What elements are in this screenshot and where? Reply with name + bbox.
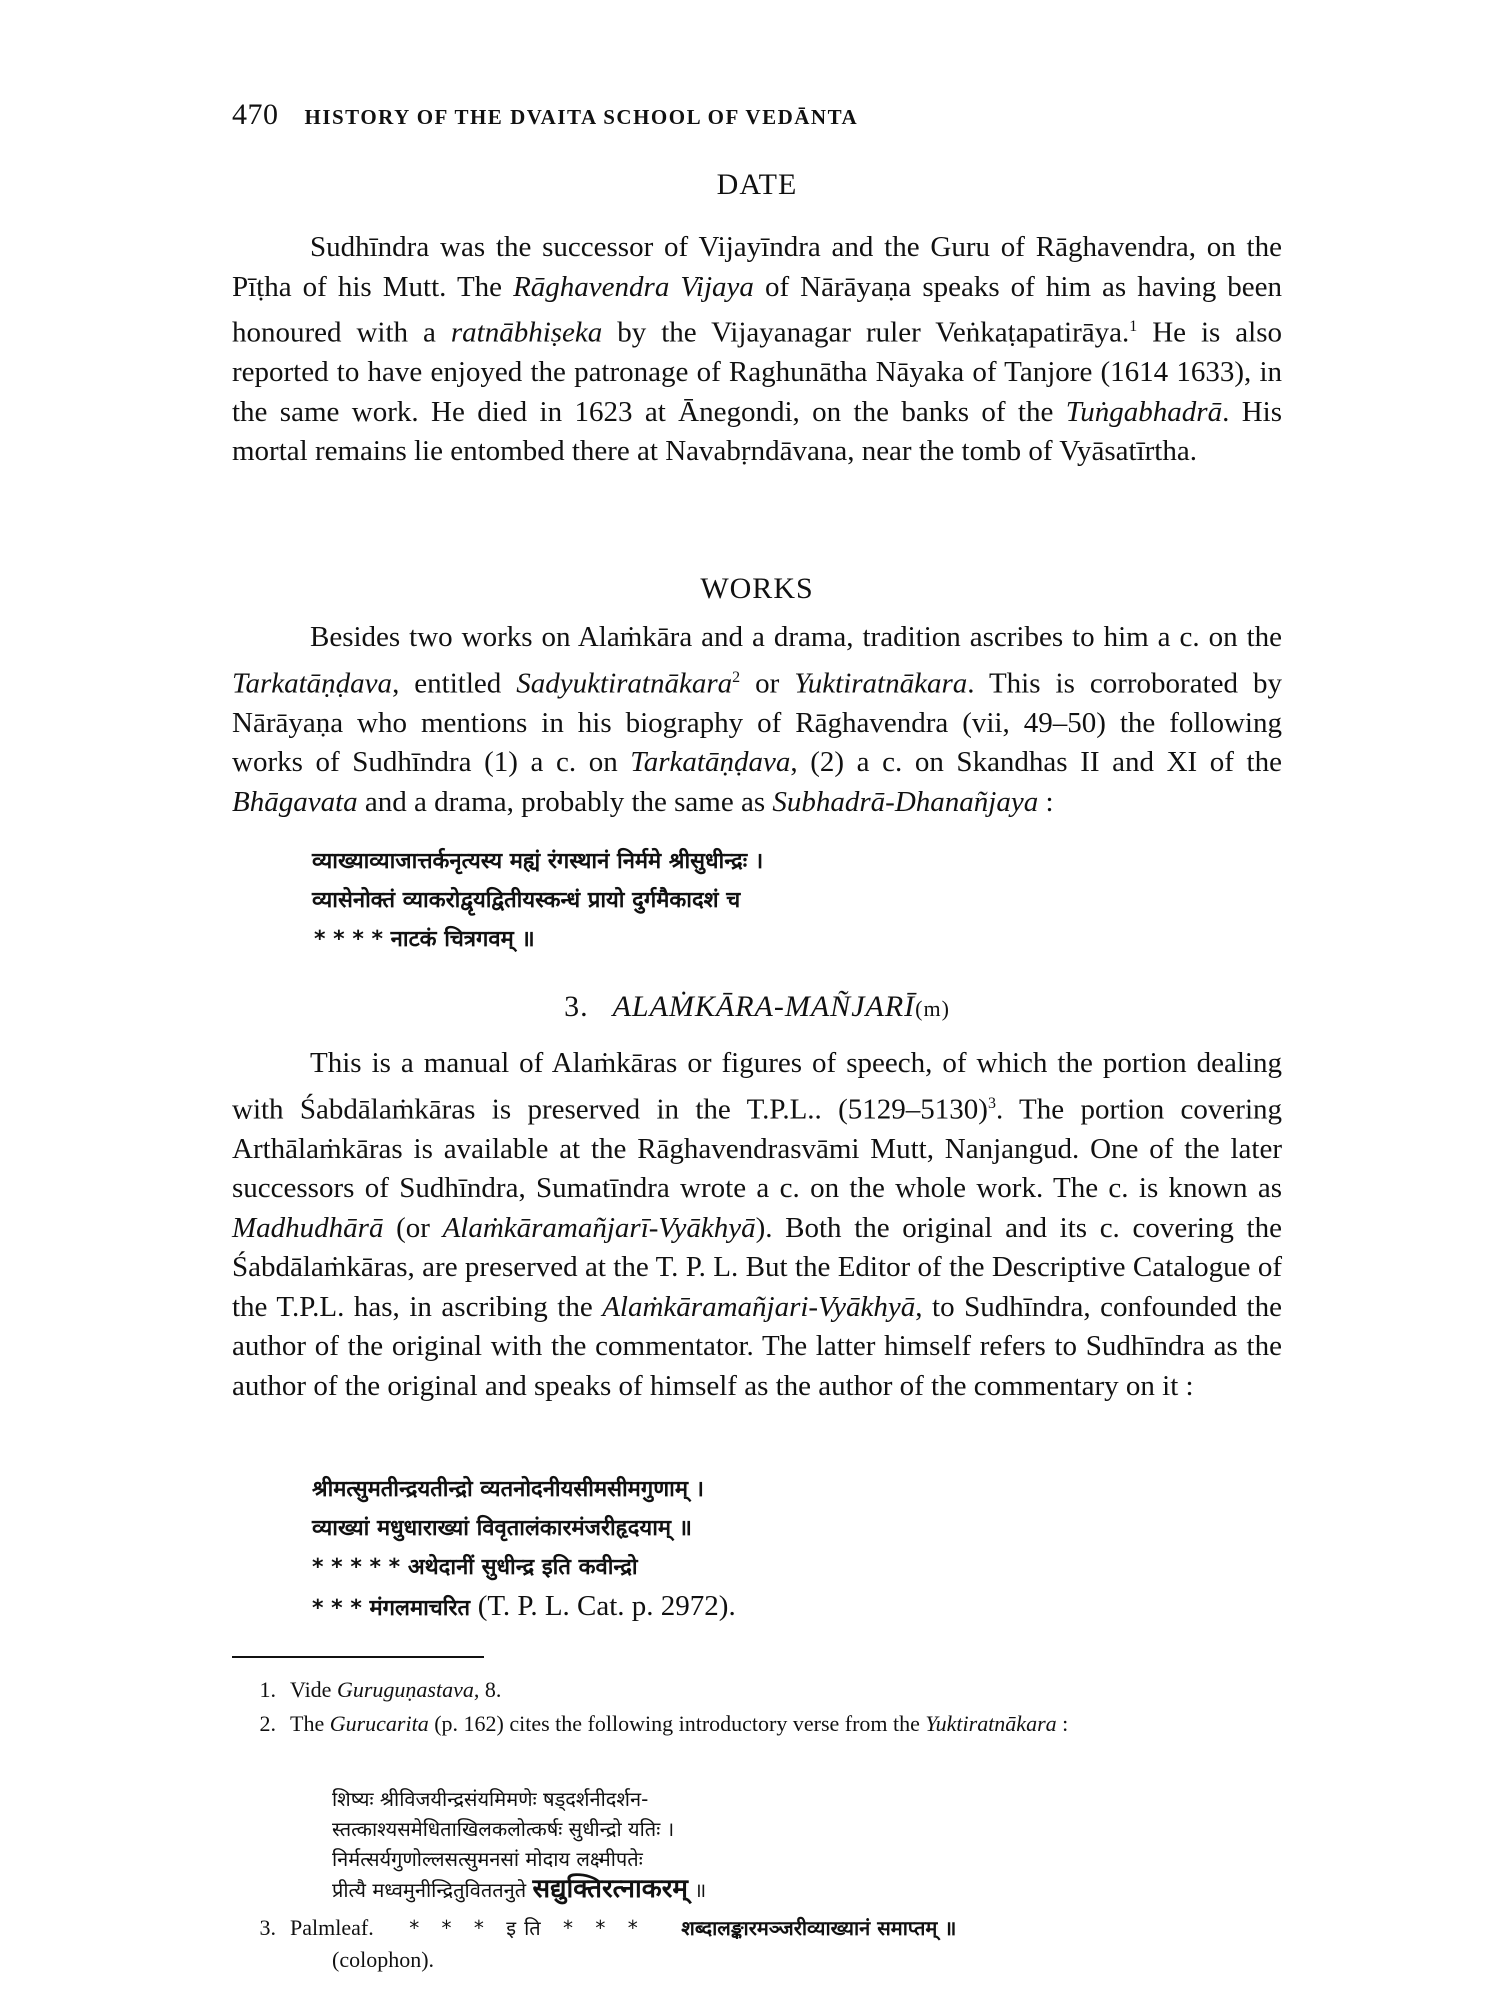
verse-line: निर्मत्सर्यगुणोल्लसत्सुमनसां मोदाय लक्ष्मीपतेः [332,1847,643,1871]
footnote-3: 3. Palmleaf. * * * इति * * * शब्दालङ्कारमञ्जरीव्याख्यानं समाप्तम् ॥ [259,1915,957,1940]
heading-alamkara: 3. ALAṀKĀRA-MAÑJARĪ(m) [564,990,950,1023]
verse-alamkara [312,1470,1212,1628]
catalogue-reference: (T. P. L. Cat. p. 2972). [477,1590,736,1622]
verse-line: व्याख्यां मधुधाराख्यां विवृतालंकारमंजरीहृदयाम् ॥ [312,1516,692,1541]
verse-line: स्तत्काश्यसमेधिताखिलकलोत्कर्षः सुधीन्द्रो यतिः । [332,1817,675,1841]
footnote-2: 2. The Gurucarita (p. 162) cites the following introductory verse from the Yuktiratnākara : [259,1711,1069,1736]
footnote-2-verse [332,1784,1232,1905]
heading-date: DATE [716,168,798,201]
running-header [232,98,1282,132]
footnote-1: 1. Vide Guruguṇastava, 8. [259,1677,502,1702]
verse-line: श्रीमत्सुमतीन्द्रयतीन्द्रो व्यतनोदनीयसीमसीमगुणाम् । [312,1477,704,1502]
footnote-divider [232,1656,484,1658]
verse-line: व्यासेनोक्तं व्याकरोद्वृयद्वितीयस्कन्धं प्रायो दुर्गमैकादशं च [312,888,741,913]
verse-line: शिष्यः श्रीविजयीन्द्रसंयमिमणेः षड्दर्शनीदर्शन- [332,1787,649,1811]
paragraph-works: Besides two works on Alaṁkāra and a drama, tradition ascribes to him a c. on the Tarkatāṇḍava, entitled Sadyuktiratnākara$^2$ or Yuktiratnākara. This is corroborated by Nārāyaṇa who mentions in his biography of Rāghavendra (vii, 49–50) the following works of Sudhīndra (1) a c. on Tarkatāṇḍava, (2) a c. on Skandhas II and XI of the Bhāgavata and a drama, probably the same as Subhadrā-Dhanañjaya : [232,621,1282,818]
heading-works: WORKS [700,572,814,605]
paragraph-alamkara: This is a manual of Alaṁkāras or figures of speech, of which the portion dealing with Śabdālaṁkāras is preserved in the T.P.L.. (5129–5130)$^3$. The portion covering Arthālaṁkāras is available at the Rāghavendrasvāmi Mutt, Nanjangud. One of the later successors of Sudhīndra, Sumatīndra wrote a c. on the whole work. The c. is known as Madhudhārā (or Alaṁkāramañjarī-Vyākhyā). Both the original and its c. covering the Śabdālaṁkāras, are preserved at the T. P. L. But the Editor of the Descriptive Catalogue of the T.P.L. has, in ascribing the Alaṁkāramañjari-Vyākhyā, to Sudhīndra, confounded the author of the original with the commentator. The latter himself refers to Sudhīndra as the author of the original and speaks of himself as the author of the commentary on it : [232,1047,1283,1402]
verse-line: * * * * * अथेदानीं सुधीन्द्र इति कवीन्द्रो [312,1555,638,1580]
footnote-3-colophon: (colophon). [332,1947,435,1972]
verse-line: * * * मंगलमाचरित (T. P. L. Cat. p. 2972). [312,1590,736,1622]
verse-works [312,842,1212,959]
page-number: 470 [232,98,279,131]
running-title: HISTORY OF THE DVAITA SCHOOL OF VEDĀNTA [304,105,859,129]
paragraph-date: Sudhīndra was the successor of Vijayīndra and the Guru of Rāghavendra, on the Pīṭha of his Mutt. The Rāghavendra Vijaya of Nārāyaṇa speaks of him as having been honoured with a ratnābhiṣeka by the Vijayanagar ruler Veṅkaṭapatirāya.$^1$ He is also reported to have enjoyed the patronage of Raghunātha Nāyaka of Tanjore (1614 1633), in the same work. He died in 1623 at Ānegondi, on the banks of the Tuṅgabhadrā. His mortal remains lie entombed there at Navabṛndāvana, near the tomb of Vyāsatīrtha. [232,231,1282,468]
verse-line: प्रीत्यै मध्वमुनीन्द्रितुविततनुते सद्युक्तिरत्नाकरम् ॥ [332,1874,707,1904]
verse-line: * * * * नाटकं चित्रगवम् ॥ [314,927,535,952]
verse-line: व्याख्याव्याजात्तर्कनृत्यस्य मह्यं रंगस्थानं निर्ममे श्रीसुधीन्द्रः । [312,849,764,874]
